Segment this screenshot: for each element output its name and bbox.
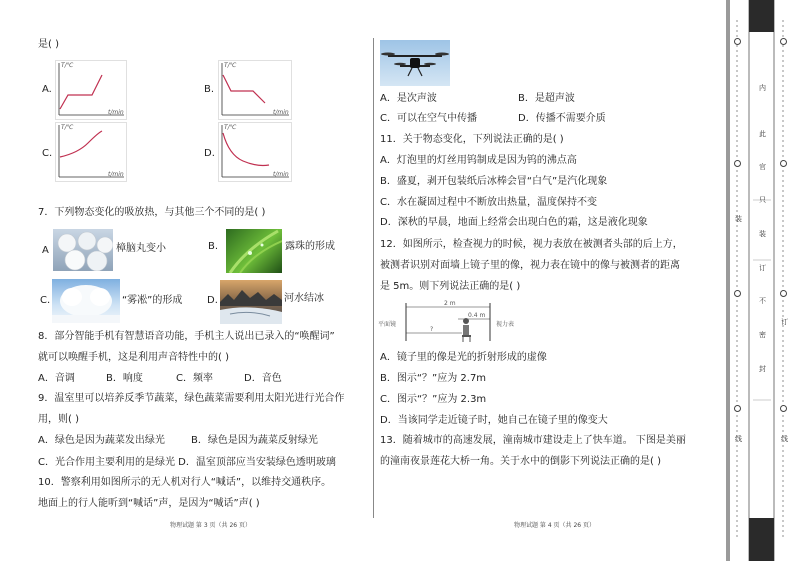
q11-stem: 11．关于物态变化，下列说法正确的是( ) <box>380 134 564 145</box>
mirror-label: 平面镜 <box>378 321 397 328</box>
q7-option-b-letter: B. <box>208 241 219 252</box>
q9-stem-line1: 9．温室里可以培养反季节蔬菜，绿色蔬菜需要利用太阳光进行光合作 <box>38 393 345 404</box>
hole-mark <box>734 160 741 167</box>
q10-option-a: A．是次声波 <box>380 93 437 104</box>
side-mark: 线 <box>781 435 788 443</box>
y-label: T/℃ <box>61 124 74 131</box>
y-label: T/℃ <box>224 62 237 69</box>
hole-mark <box>734 290 741 297</box>
q10-option-b: B．是超声波 <box>518 93 575 104</box>
strip-char: 订 <box>759 264 766 272</box>
rime-photo <box>52 279 120 323</box>
q7-option-d-text: 河水结冰 <box>284 293 324 304</box>
q13-stem-line1: 13．随着城市的高速发展，潼南城市建设走上了快车道。 下图是美丽 <box>380 435 686 446</box>
side-mark: 线 <box>735 435 742 443</box>
q9-option-a: A．绿色是因为蔬菜发出绿光 <box>38 435 165 446</box>
q12-stem-line3: 是 5m。则下列说法正确的是( ) <box>380 281 521 292</box>
strip-char: 不 <box>759 297 766 305</box>
q10-stem-line2: 地面上的行人能听到“喊话”声，是因为“喊话”声( ) <box>38 498 260 509</box>
q8-option-a: A．音调 <box>38 373 75 384</box>
q9-stem-line2: 用，则( ) <box>38 414 79 425</box>
q12-option-c: C．图示“？”应为 2.3m <box>380 394 487 405</box>
q12-option-d: D．当该同学走近镜子时，她自己在镜子里的像变大 <box>380 415 608 426</box>
x-label: t/min <box>273 109 289 116</box>
hole-mark <box>780 38 787 45</box>
hole-mark <box>734 405 741 412</box>
hole-mark <box>780 160 787 167</box>
q7-stem: 7．下列物态变化的吸放热，与其他三个不同的是( ) <box>38 207 266 218</box>
q8-option-b: B．响度 <box>106 373 143 384</box>
q9-option-cd: C．光合作用主要利用的是绿光 D．温室顶部应当安装绿色透明玻璃 <box>38 457 336 468</box>
page-divider <box>373 38 374 518</box>
q11-option-a: A．灯泡里的灯丝用钨制成是因为钨的沸点高 <box>380 155 577 166</box>
eye-test-figure <box>378 297 528 343</box>
q10-stem-line1: 10．警察利用如图所示的无人机对行人“喊话”，以维持交通秩序。 <box>38 477 332 488</box>
q7-option-c-letter: C. <box>40 295 51 306</box>
q7-option-a-text: 樟脑丸变小 <box>116 243 166 254</box>
q7-option-c-text: “雾凇”的形成 <box>122 295 183 306</box>
q6-option-c-letter: C. <box>42 148 53 159</box>
mothball-photo <box>53 229 113 271</box>
strip-char: 装 <box>759 230 766 238</box>
q8-option-c: C．频率 <box>176 373 213 384</box>
q11-option-d: D．深秋的早晨，地面上经常会出现白色的霜，这是液化现象 <box>380 217 648 228</box>
y-label: T/℃ <box>224 124 237 131</box>
x-label: t/min <box>108 109 124 116</box>
q6-option-b-letter: B. <box>204 84 215 95</box>
y-label: T/℃ <box>61 62 74 69</box>
distance-label-0-4m: 0.4 m <box>468 312 486 319</box>
distance-label-2m: 2 m <box>444 300 456 307</box>
q12-stem-line2: 被测者识别对面墙上镜子里的像，视力表在镜中的像与被测者的距离 <box>380 260 680 271</box>
q10-option-d: D．传播不需要介质 <box>518 113 606 124</box>
q9-option-b: B．绿色是因为蔬菜反射绿光 <box>191 435 318 446</box>
left-page-footer: 物理试题 第 3 页（共 26 页） <box>170 522 251 529</box>
strip-char: 此 <box>759 130 766 138</box>
q12-option-b: B．图示“？”应为 2.7m <box>380 373 487 384</box>
drone-photo <box>380 40 450 86</box>
q7-option-b-text: 露珠的形成 <box>285 241 335 252</box>
curve <box>223 133 269 166</box>
strip-char: 封 <box>759 365 766 373</box>
q6-graph-c <box>55 122 127 182</box>
dewdrop-photo <box>226 229 282 273</box>
curve <box>60 131 102 157</box>
q13-stem-line2: 的潼南夜景莲花大桥一角。关于水中的倒影下列说法正确的是( ) <box>380 456 661 467</box>
q10-option-c: C．可以在空气中传播 <box>380 113 477 124</box>
binding-strip <box>723 0 794 561</box>
q8-stem-line1: 8．部分智能手机有智慧语音功能，手机主人说出已录入的“唤醒词” <box>38 331 335 342</box>
q7-option-a-letter: A <box>42 245 49 256</box>
q11-option-c: C．水在凝固过程中不断放出热量，温度保持不变 <box>380 197 597 208</box>
q12-option-a: A．镜子里的像是光的折射形成的虚像 <box>380 352 547 363</box>
strip-char: 内 <box>759 84 766 92</box>
curve <box>223 75 265 103</box>
right-page-footer: 物理试题 第 4 页（共 26 页） <box>514 522 595 529</box>
q11-option-b: B．盛夏，剥开包装纸后冰棒会冒“白气”是汽化现象 <box>380 176 608 187</box>
x-label: t/min <box>273 171 289 178</box>
river-ice-photo <box>220 280 282 324</box>
strip-char: 密 <box>759 331 766 339</box>
hole-mark <box>734 38 741 45</box>
q8-stem-line2: 就可以唤醒手机，这是利用声音特性中的( ) <box>38 352 229 363</box>
side-mark: 订 <box>781 318 788 326</box>
x-label: t/min <box>108 171 124 178</box>
side-mark: 装 <box>735 215 742 223</box>
q12-stem-line1: 12．如图所示，检查视力的时候，视力表放在被测者头部的后上方， <box>380 239 683 250</box>
hole-mark <box>780 290 787 297</box>
curve <box>60 75 102 109</box>
q8-option-d: D．音色 <box>244 373 282 384</box>
distance-label-unknown: ? <box>430 326 434 333</box>
q6-graph-a <box>55 60 127 120</box>
eye-chart-label: 视力表 <box>496 321 515 328</box>
strip-char: 官 <box>759 163 766 171</box>
strip-char: 只 <box>759 196 766 204</box>
hole-mark <box>780 405 787 412</box>
q6-graph-b <box>218 60 292 120</box>
q6-option-a-letter: A. <box>42 84 52 95</box>
q6-graph-d <box>218 122 292 182</box>
q7-option-d-letter: D. <box>207 295 218 306</box>
q6-option-d-letter: D. <box>204 148 215 159</box>
q6-tail: 是( ) <box>38 39 59 50</box>
